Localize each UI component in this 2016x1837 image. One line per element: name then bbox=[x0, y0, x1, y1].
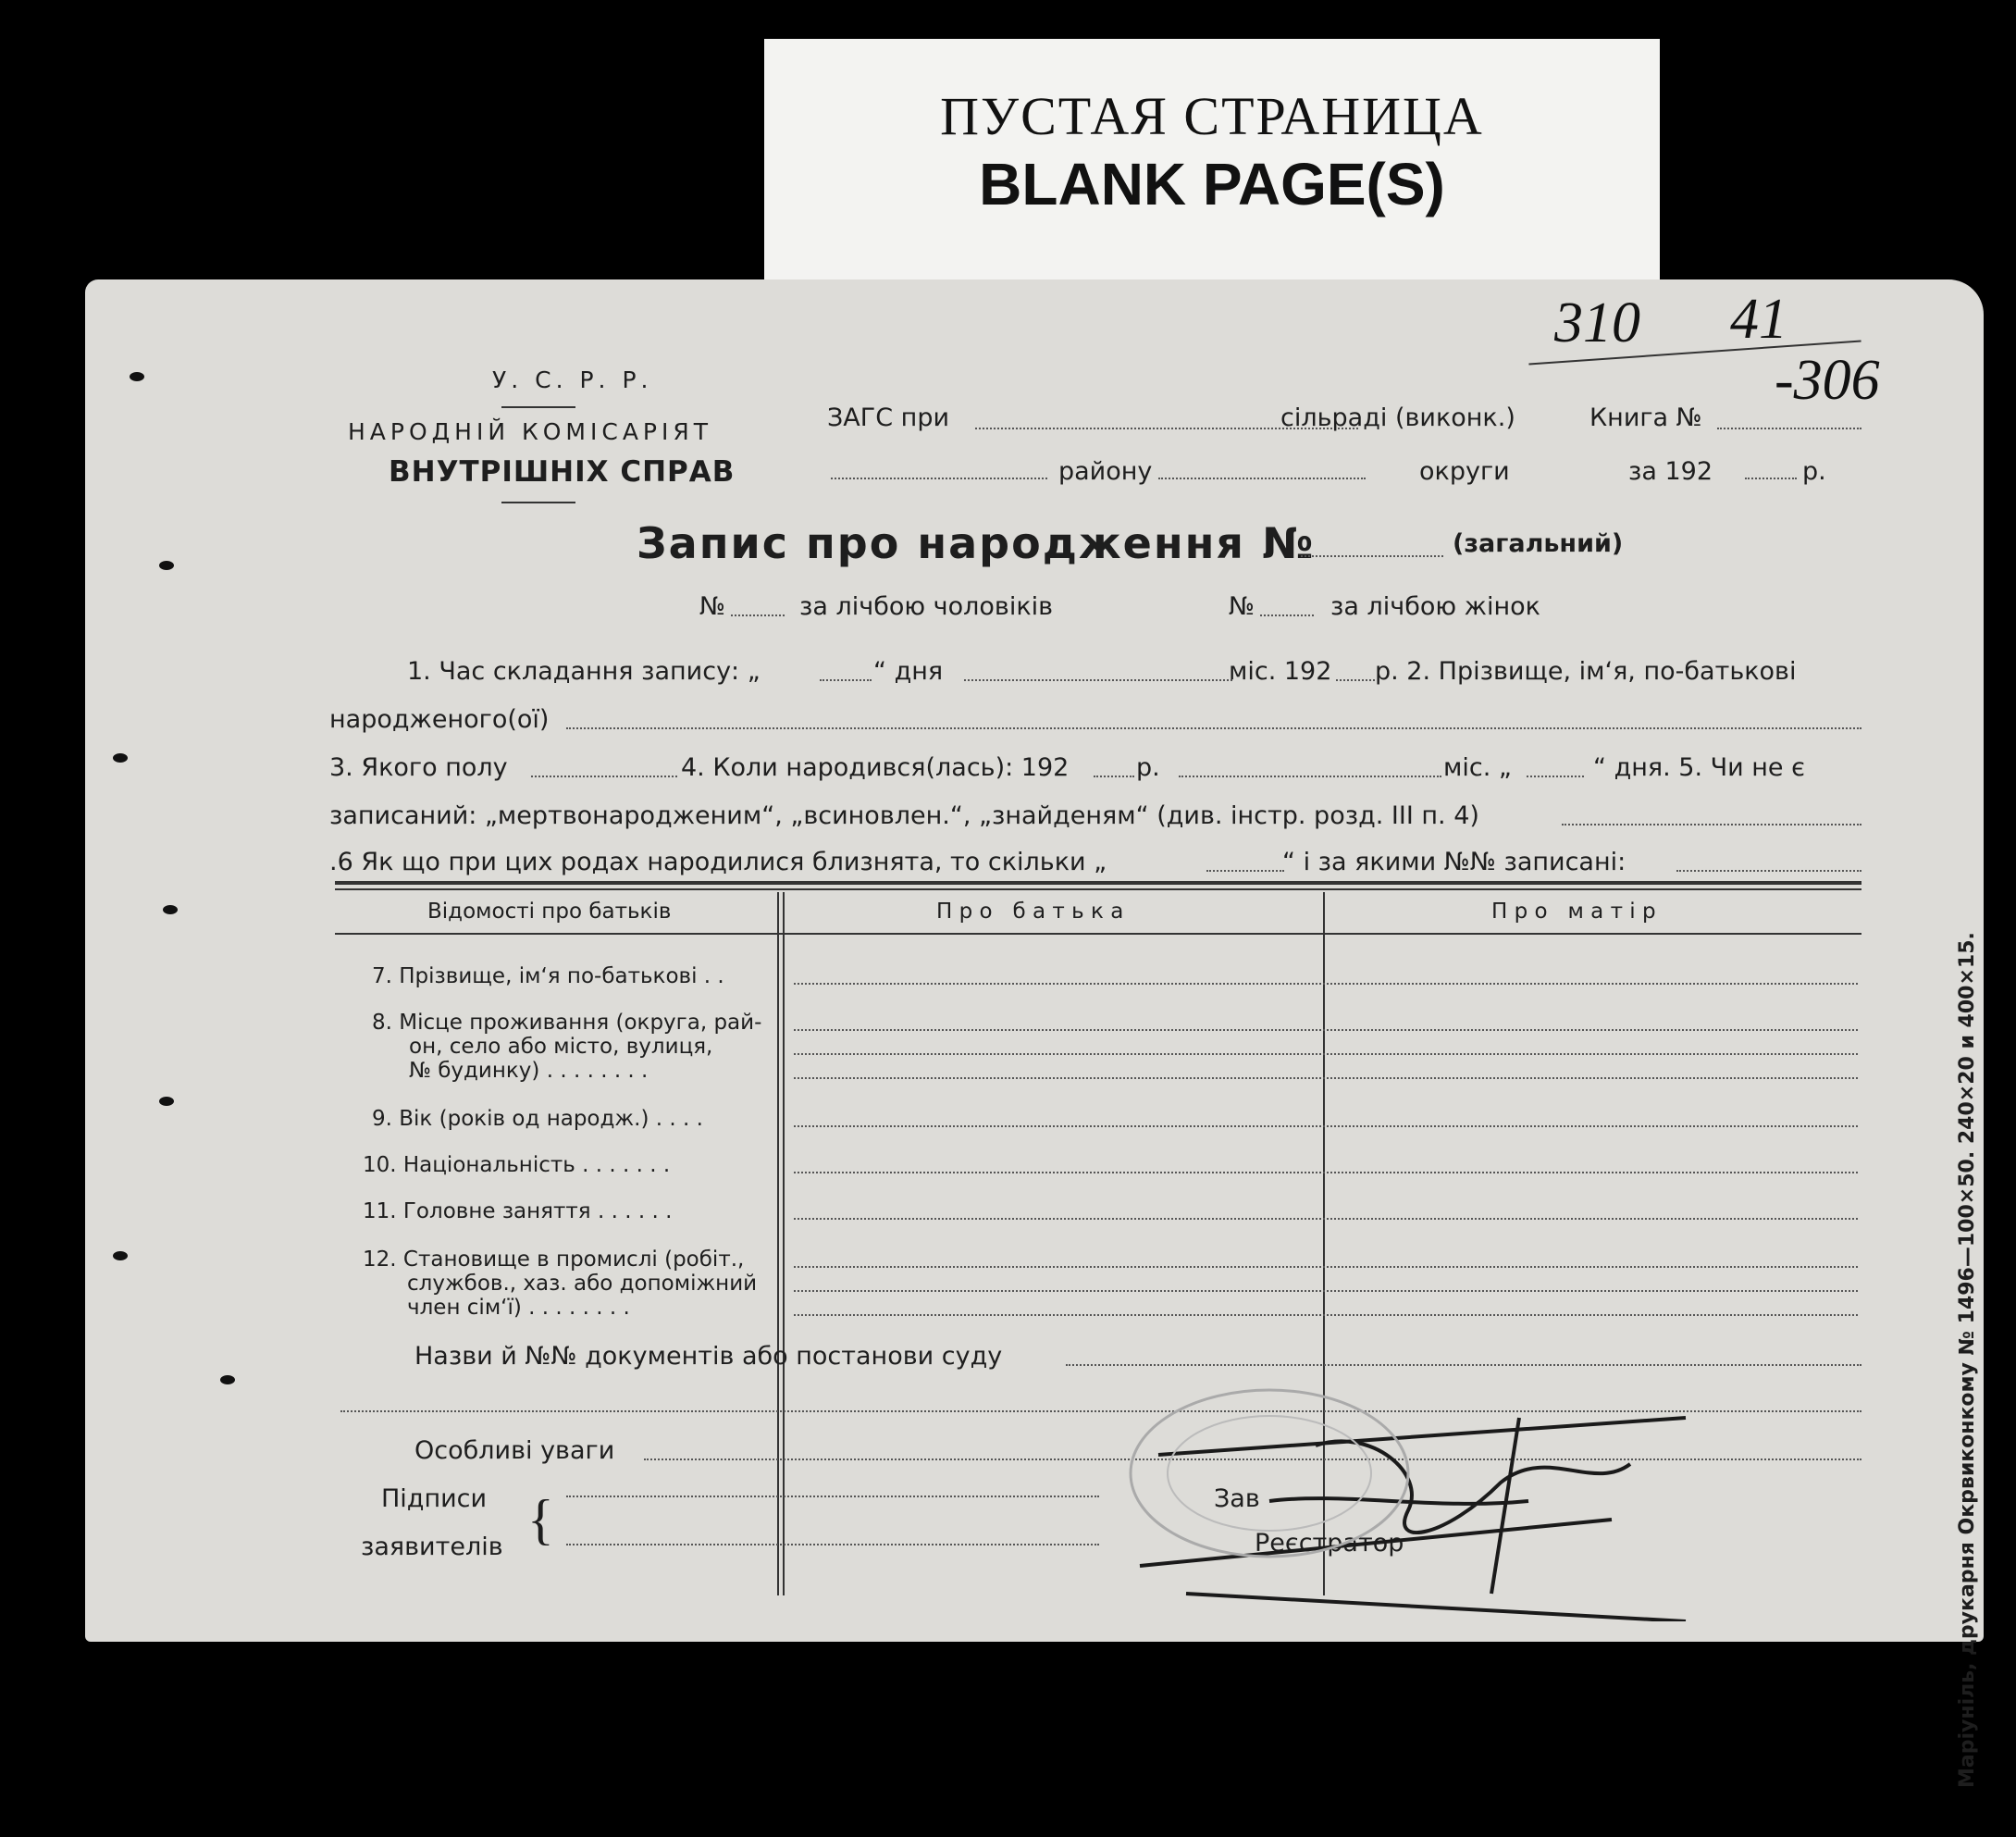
blank-line bbox=[964, 679, 1232, 681]
table-top-rule bbox=[335, 881, 1861, 885]
record-title: Запис про народження № bbox=[637, 518, 1316, 568]
zags-label: ЗАГС при bbox=[827, 403, 950, 432]
blank-line bbox=[820, 679, 872, 681]
blank-line bbox=[1158, 478, 1366, 479]
blank-line bbox=[1066, 1364, 1861, 1366]
men-count-label: за лічбою чоловіків bbox=[799, 592, 1054, 621]
row-12-label: член сім‘ї) . . . . . . . . bbox=[407, 1296, 630, 1320]
table-header-mother: П р о м а т і р bbox=[1491, 900, 1656, 924]
faded-stamp bbox=[1121, 1381, 1417, 1566]
brace: { bbox=[527, 1489, 554, 1550]
table-entry-line bbox=[794, 983, 1858, 985]
year-suffix: р. bbox=[1802, 457, 1826, 486]
line-1-day: “ дня bbox=[873, 657, 944, 686]
line-3-year: р. bbox=[1136, 753, 1160, 782]
blank-line bbox=[531, 776, 677, 777]
registrar-label: Реєстратор bbox=[1255, 1529, 1404, 1558]
table-header-rule bbox=[335, 933, 1861, 935]
row-12-label: 12. Становище в промислі (робіт., bbox=[363, 1247, 745, 1272]
table-entry-line bbox=[794, 1077, 1858, 1079]
handwritten-number: 41 bbox=[1730, 288, 1787, 351]
birth-record-form bbox=[85, 279, 1984, 1788]
blank-line bbox=[1206, 870, 1284, 872]
punch-hole bbox=[163, 905, 178, 914]
table-entry-line bbox=[794, 1290, 1858, 1292]
handwritten-number: 310 bbox=[1554, 292, 1640, 354]
blank-line bbox=[1260, 614, 1314, 616]
blank-line bbox=[731, 614, 785, 616]
table-column-rule bbox=[777, 892, 779, 1595]
blank-line bbox=[566, 727, 1861, 729]
row-12-label: службов., хаз. або допоміжний bbox=[407, 1272, 758, 1296]
divider bbox=[501, 502, 575, 503]
table-entry-line bbox=[794, 1266, 1858, 1268]
signatures-label: Підписи bbox=[381, 1484, 488, 1513]
row-8-label: 8. Місце проживання (округа, рай- bbox=[372, 1011, 762, 1035]
printer-imprint: Маріуніль, друкарня Окрвиконкому № 1496—100×50. 240×20 и 400×15. bbox=[1956, 932, 1979, 1788]
punch-hole bbox=[113, 1251, 128, 1260]
line-1-month: міс. 192 bbox=[1229, 657, 1332, 686]
table-entry-line bbox=[794, 1053, 1858, 1055]
table-header-father: П р о б а т ь к а bbox=[936, 900, 1124, 924]
blank-line bbox=[1562, 824, 1861, 825]
blank-line bbox=[1094, 776, 1134, 777]
blank-line bbox=[1336, 679, 1375, 681]
women-count-label: за лічбою жінок bbox=[1330, 592, 1540, 621]
blank-line bbox=[566, 1496, 1099, 1497]
documents-label: Назви й №№ документів або постанови суду bbox=[414, 1342, 1003, 1371]
label-russian: ПУСТАЯ СТРАНИЦА bbox=[940, 86, 1484, 146]
line-5-end: “ і за якими №№ записані: bbox=[1282, 848, 1626, 876]
blank-line bbox=[1527, 776, 1584, 777]
row-8-label: № будинку) . . . . . . . . bbox=[409, 1059, 649, 1083]
applicants-label: заявителів bbox=[361, 1533, 503, 1561]
line-2-label: народженого(ої) bbox=[329, 705, 550, 734]
blank-line bbox=[1676, 870, 1861, 872]
punch-hole bbox=[113, 753, 128, 763]
line-3-born: 4. Коли народився(лась): 192 bbox=[681, 753, 1070, 782]
commissariat-heading: НАРОДНІЙ КОМІСАРІЯТ bbox=[348, 418, 713, 445]
punch-hole bbox=[130, 372, 144, 381]
table-entry-line bbox=[794, 1125, 1858, 1127]
blank-page-label bbox=[764, 39, 1660, 283]
okruha-label: округи bbox=[1419, 457, 1510, 486]
table-entry-line bbox=[794, 1314, 1858, 1316]
table-entry-line bbox=[794, 1172, 1858, 1173]
row-8-label: он, село або місто, вулиця, bbox=[409, 1035, 713, 1059]
table-top-rule bbox=[335, 888, 1861, 890]
blank-line bbox=[566, 1544, 1099, 1545]
table-header-parents: Відомості про батьків bbox=[427, 900, 672, 924]
punch-hole bbox=[220, 1375, 235, 1384]
line-5-twins: .6 Як що при цих родах народилися близнята, то скільки „ bbox=[329, 848, 1107, 876]
row-10-label: 10. Національність . . . . . . . bbox=[363, 1153, 671, 1177]
line-3-month: міс. „ bbox=[1443, 753, 1512, 782]
district-label: району bbox=[1058, 457, 1153, 486]
punch-hole bbox=[159, 1097, 174, 1106]
notes-label: Особливі уваги bbox=[414, 1436, 615, 1465]
department-heading: ВНУТРІШНІХ СПРАВ bbox=[389, 455, 736, 489]
punch-hole bbox=[159, 561, 174, 570]
row-9-label: 9. Вік (років од народж.) . . . . bbox=[372, 1107, 703, 1131]
silradi-label: сільраді (виконк.) bbox=[1280, 403, 1515, 432]
head-label: Зав bbox=[1214, 1484, 1260, 1513]
book-label: Книга № bbox=[1589, 403, 1702, 432]
women-number-sign: № bbox=[1229, 592, 1255, 621]
divider bbox=[501, 406, 575, 408]
table-entry-line bbox=[794, 1218, 1858, 1220]
label-english: BLANK PAGE(S) bbox=[979, 151, 1445, 217]
blank-line bbox=[1717, 428, 1861, 429]
line-4-text: записаний: „мертвонародженим“, „всиновлен.“, „знайденям“ (див. інстр. розд. III п. 4) bbox=[329, 801, 1479, 830]
row-11-label: 11. Головне заняття . . . . . . bbox=[363, 1199, 673, 1223]
line-1-start: 1. Час складання запису: „ bbox=[407, 657, 761, 686]
blank-line bbox=[831, 478, 1047, 479]
year-label: за 192 bbox=[1628, 457, 1713, 486]
men-number-sign: № bbox=[699, 592, 726, 621]
row-7-label: 7. Прізвище, ім‘я по-батькові . . bbox=[372, 964, 724, 988]
blank-line bbox=[1301, 555, 1443, 557]
line-3-sex: 3. Якого полу bbox=[329, 753, 508, 782]
line-1-end: р. 2. Прізвище, ім‘я, по-батькові bbox=[1375, 657, 1797, 686]
table-entry-line bbox=[794, 1029, 1858, 1031]
blank-line bbox=[1745, 478, 1797, 479]
general-label: (загальний) bbox=[1453, 529, 1624, 558]
ussr-heading: У. С. Р. Р. bbox=[492, 366, 653, 393]
blank-line bbox=[1179, 776, 1441, 777]
table-column-rule bbox=[783, 892, 785, 1595]
line-3-end: “ дня. 5. Чи не є bbox=[1593, 753, 1805, 782]
handwritten-number: -306 bbox=[1775, 349, 1880, 412]
